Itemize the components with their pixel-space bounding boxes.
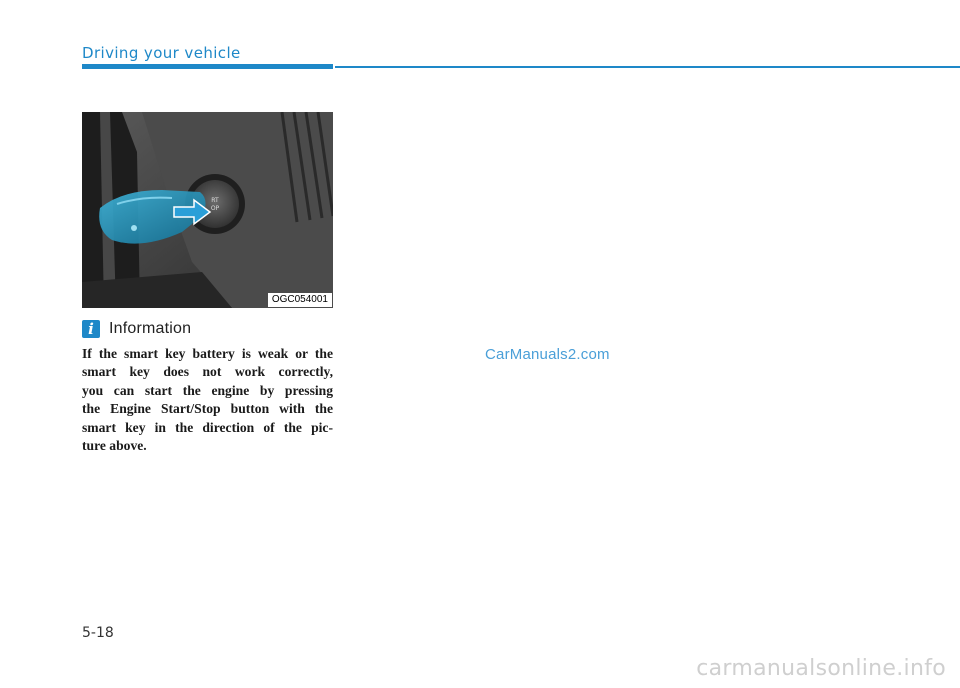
- info-body-line: smart key in the direction of the pic-: [82, 419, 333, 435]
- info-body-line: ture above.: [82, 438, 147, 454]
- figure-photo: [82, 112, 333, 308]
- info-icon: i: [82, 320, 100, 338]
- info-title: Information: [109, 320, 192, 337]
- section-title: Driving your vehicle: [82, 44, 241, 62]
- figure-code: OGC054001: [268, 293, 332, 307]
- info-body-line: the Engine Start/Stop button with the: [82, 401, 333, 417]
- header-rule-thin: [335, 66, 960, 68]
- info-body: [82, 345, 333, 455]
- smart-key-start-button-illustration: [82, 112, 333, 308]
- info-heading: [82, 318, 191, 340]
- watermark-link[interactable]: CarManuals2.com: [485, 346, 610, 363]
- svg-text:RT: RT: [211, 197, 219, 204]
- page-number: 5-18: [82, 625, 114, 641]
- svg-text:OP: OP: [210, 205, 220, 212]
- info-body-line: you can start the engine by pressing: [82, 382, 333, 398]
- info-body-line: smart key does not work correctly,: [82, 364, 333, 380]
- header-rule-thick: [82, 64, 333, 69]
- info-body-line: If the smart key battery is weak or the: [82, 346, 333, 361]
- footer-watermark: carmanualsonline.info: [696, 656, 946, 681]
